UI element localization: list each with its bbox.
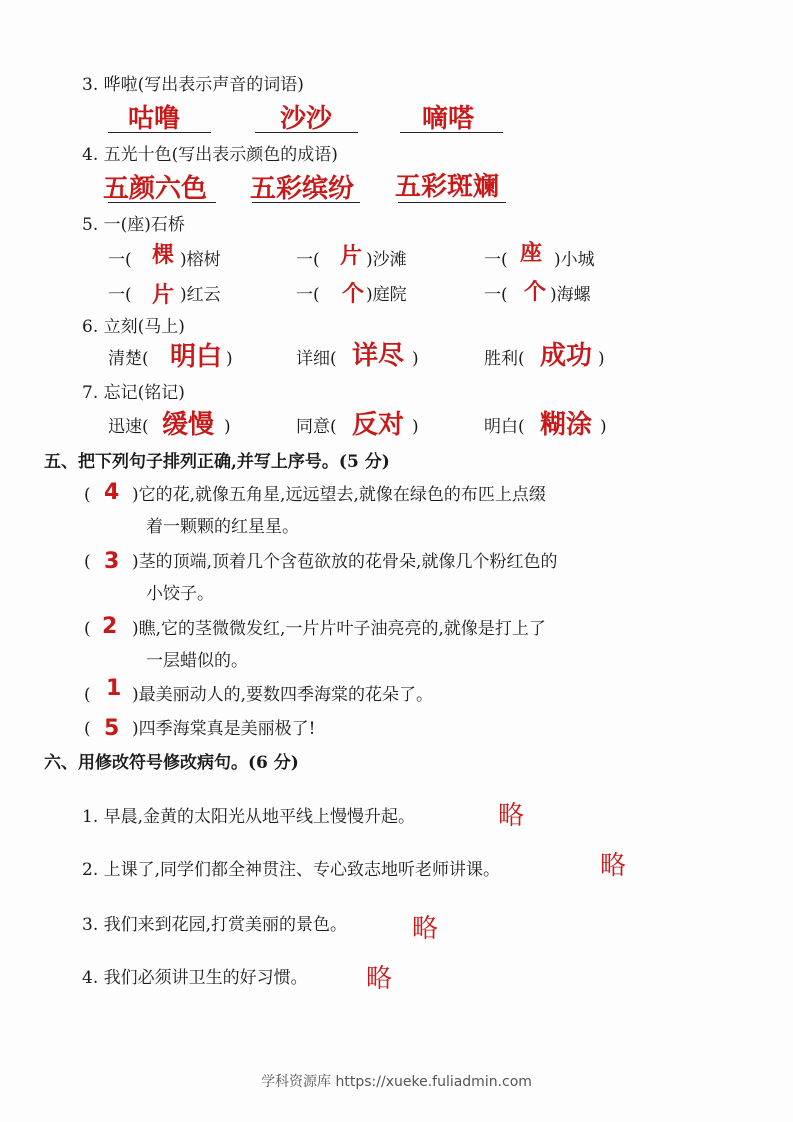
q7-word: 迅速( <box>108 417 149 437</box>
q6-answer: 明白 <box>170 342 223 372</box>
q6-word: 详细( <box>296 349 337 369</box>
sentence-answer: 略 <box>412 914 439 944</box>
answer-underline <box>400 132 503 133</box>
q5-item-suffix: )庭院 <box>366 285 407 305</box>
answer-underline <box>108 132 211 133</box>
sentence-answer: 略 <box>600 851 627 881</box>
sentence-line: )瞧,它的茎微微发红,一片片叶子油亮亮的,就像是打上了 <box>132 619 546 639</box>
q6-word: 胜利( <box>484 349 525 369</box>
order-number: 2 <box>102 614 118 639</box>
q6-answer: 详尽 <box>352 341 405 371</box>
q4-answer-1: 五颜六色 <box>103 174 208 204</box>
q7-close: ) <box>412 417 419 437</box>
answer-underline <box>108 202 216 203</box>
order-number: 4 <box>104 480 120 505</box>
q4-title: 4. 五光十色(写出表示颜色的成语) <box>82 145 338 165</box>
q4-answer-3: 五彩斑斓 <box>395 172 500 202</box>
q5-item-answer: 个 <box>342 282 365 307</box>
sick-sentence: 4. 我们必须讲卫生的好习惯。 <box>82 968 308 988</box>
q5-item-answer: 个 <box>524 280 547 305</box>
q4-answer-2: 五彩缤纷 <box>250 174 355 204</box>
sentence-line: )茎的顶端,顶着几个含苞欲放的花骨朵,就像几个粉红色的 <box>132 552 558 572</box>
q5-item-answer: 片 <box>340 244 363 269</box>
paren-open: ( <box>84 619 91 639</box>
sentence-line: )最美丽动人的,要数四季海棠的花朵了。 <box>132 685 434 705</box>
section5-heading: 五、把下列句子排列正确,并写上序号。(5 分) <box>44 452 390 472</box>
q3-answer-1: 咕噜 <box>128 104 181 134</box>
q5-item-suffix: )红云 <box>180 285 221 305</box>
q6-word: 清楚( <box>108 349 149 369</box>
sentence-answer: 略 <box>366 964 393 994</box>
sentence-line: )四季海棠真是美丽极了! <box>132 719 316 739</box>
q5-item-prefix: 一( <box>108 285 132 305</box>
q5-title: 5. 一(座)石桥 <box>82 215 185 235</box>
sick-sentence: 1. 早晨,金黄的太阳光从地平线上慢慢升起。 <box>82 807 416 827</box>
q7-close: ) <box>224 417 231 437</box>
q6-title: 6. 立刻(马上) <box>82 317 185 337</box>
sentence-line: )它的花,就像五角星,远远望去,就像在绿色的布匹上点缀 <box>132 485 546 505</box>
q5-item-suffix: )榕树 <box>180 250 221 270</box>
q7-word: 明白( <box>484 417 525 437</box>
q5-item-answer: 片 <box>152 283 175 308</box>
q5-item-suffix: )沙滩 <box>366 250 407 270</box>
q6-answer: 成功 <box>540 341 593 371</box>
sentence-line: 小饺子。 <box>146 584 214 604</box>
q7-answer: 缓慢 <box>162 410 215 440</box>
order-number: 5 <box>104 716 120 741</box>
footer-watermark: 学科资源库 https://xueke.fuliadmin.com <box>261 1074 532 1090</box>
q5-item-prefix: 一( <box>296 250 320 270</box>
q3-answer-2: 沙沙 <box>280 104 333 134</box>
q3-title: 3. 哗啦(写出表示声音的词语) <box>82 75 304 95</box>
sick-sentence: 3. 我们来到花园,打赏美丽的景色。 <box>82 915 348 935</box>
answer-underline <box>398 202 506 203</box>
paren-open: ( <box>84 485 91 505</box>
sentence-answer: 略 <box>498 801 525 831</box>
q7-close: ) <box>600 417 607 437</box>
q7-answer: 反对 <box>352 410 405 440</box>
q7-word: 同意( <box>296 417 337 437</box>
sick-sentence: 2. 上课了,同学们都全神贯注、专心致志地听老师讲课。 <box>82 860 501 880</box>
order-number: 3 <box>104 549 120 574</box>
q5-item-prefix: 一( <box>296 285 320 305</box>
q5-item-prefix: 一( <box>484 250 508 270</box>
answer-underline <box>255 132 358 133</box>
answer-underline <box>252 202 360 203</box>
order-number: 1 <box>106 676 122 701</box>
sentence-line: 着一颗颗的红星星。 <box>146 517 299 537</box>
q5-item-prefix: 一( <box>108 250 132 270</box>
q5-item-suffix: )小城 <box>554 250 595 270</box>
q7-answer: 糊涂 <box>540 410 593 440</box>
q6-close: ) <box>412 349 419 369</box>
q5-item-suffix: )海螺 <box>550 285 591 305</box>
q6-close: ) <box>598 349 605 369</box>
paren-open: ( <box>84 685 91 705</box>
q7-title: 7. 忘记(铭记) <box>82 383 185 403</box>
paren-open: ( <box>84 552 91 572</box>
paren-open: ( <box>84 719 91 739</box>
sentence-line: 一层蜡似的。 <box>146 651 248 671</box>
q5-item-prefix: 一( <box>484 285 508 305</box>
q3-answer-3: 嘀嗒 <box>422 104 475 134</box>
q5-item-answer: 座 <box>520 241 543 266</box>
section6-heading: 六、用修改符号修改病句。(6 分) <box>44 753 299 773</box>
q5-item-answer: 棵 <box>152 243 175 268</box>
q6-close: ) <box>226 349 233 369</box>
